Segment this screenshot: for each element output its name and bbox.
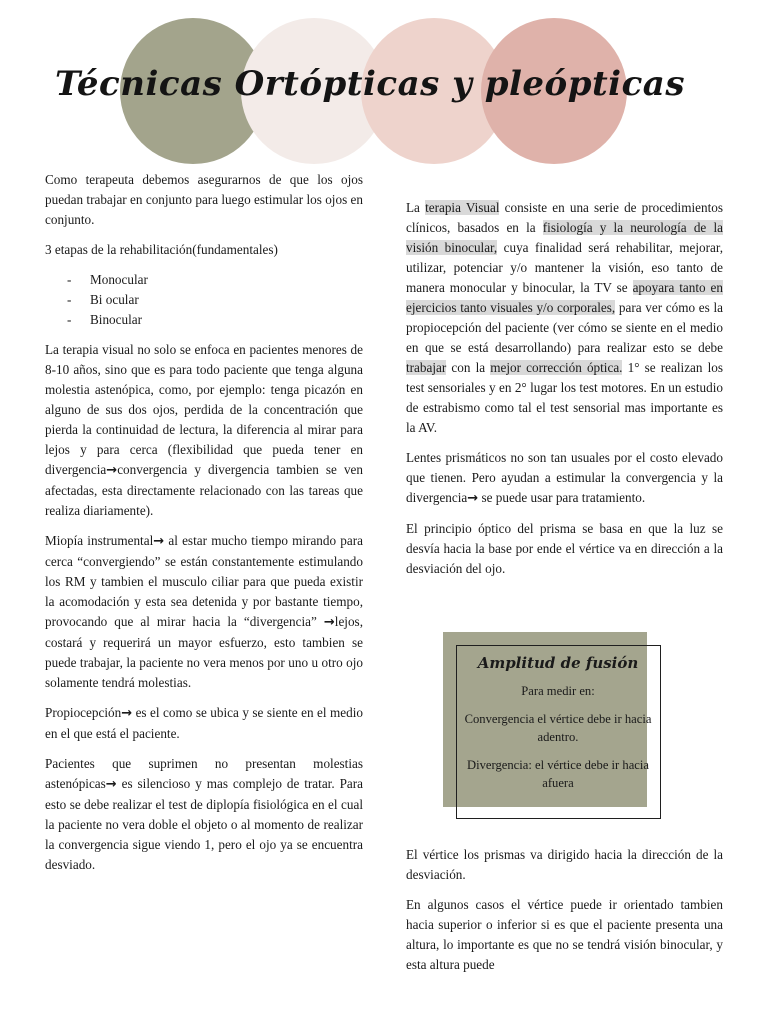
arrow-right-icon: → — [106, 463, 118, 478]
text-segment: es silencioso y mas complejo de tratar. Para esto se debe realizar el test de diplopía fisiológica en el cual la paciente no vera doble el objeto o al momento de realizar la convergencia sigue viendo 1, pero el ojo ya se encuentra desviado. — [45, 776, 363, 872]
intro-paragraph: Como terapeuta debemos asegurarnos de que los ojos puedan trabajar en conjunto para luego estimular los ojos en conjunto. — [45, 172, 363, 227]
text-segment: cuya finalidad será rehabilitar, mejorar, utilizar, potenciar y/o mantener la visión, eso tanto de manera monocular y binocular, la TV se — [406, 240, 724, 295]
terapia-visual-paragraph — [45, 340, 363, 521]
highlighted-text: terapia Visual — [425, 200, 500, 215]
highlighted-text: trabajar — [406, 360, 447, 375]
fusion-box-line: Para medir en: — [521, 684, 595, 698]
text-segment: Propiocepción — [45, 705, 122, 720]
principio-optico-paragraph: El principio óptico del prisma se basa en que la luz se desvía hacia la base por ende el vértice va en dirección a la desviación del ojo. — [406, 521, 723, 576]
page-title: Técnicas Ortópticas y pleópticas — [55, 64, 685, 104]
text-segment: Lentes prismáticos no son tan usuales por el costo elevado que tienen. Pero ayudan a estimular la convergencia y la divergencia — [406, 450, 723, 505]
arrow-right-icon: → — [121, 706, 133, 721]
fusion-box — [456, 650, 660, 802]
suprimen-paragraph — [45, 754, 363, 875]
text-segment: con la — [446, 360, 491, 375]
fusion-box-title: Amplitud de fusión — [477, 654, 639, 672]
text-segment: para ver cómo es la propiocepción del paciente (ver cómo se siente en el medio en que se está desarrollando) para realizar esto se debe — [406, 300, 723, 355]
text-segment: convergencia y divergencia tambien se ven afectadas, esta directamente relacionado con las tareas que realiza diariamente). — [45, 462, 363, 518]
arrow-right-icon: → — [153, 534, 165, 549]
list-item: - Binocular — [45, 310, 363, 330]
terapia-definition-paragraph — [406, 198, 723, 438]
stages-heading: 3 etapas de la rehabilitación(fundamentales) — [45, 242, 278, 257]
text-segment: al estar mucho tiempo mirando para cerca “convergiendo” se están constantemente estimulando los RM y tambien el musculo ciliar para que pueda existir la acomodación y esta sea detenida y por bastante tiempo, provocando que al mirar hacia la “divergencia” — [45, 533, 363, 629]
arrow-right-icon: → — [323, 615, 335, 630]
miopia-paragraph — [45, 531, 363, 693]
right-column-bottom — [406, 845, 723, 985]
fusion-box-line: Convergencia el vértice debe ir hacia adentro. — [464, 712, 652, 744]
list-item: - Monocular — [45, 270, 363, 290]
list-item: - Bi ocular — [45, 290, 363, 310]
altura-paragraph: En algunos casos el vértice puede ir orientado tambien hacia superior o inferior si es que el paciente presenta una altura, lo importante es que no se tendrá visión binocular, y esta altura puede — [406, 897, 723, 972]
stages-list — [45, 270, 363, 330]
text-segment: 1° se realizan los test sensoriales y en 2° lugar los test motores. En un estudio de estrabismo como tal el test sensorial mas importante es la AV. — [406, 360, 724, 435]
highlighted-text: apoyara tanto en ejercicios tanto visuales y/o corporales, — [406, 280, 723, 315]
vertice-paragraph: El vértice los prismas va dirigido hacia la dirección de la desviación. — [406, 847, 723, 882]
text-segment: Pacientes que suprimen no presentan molestias astenópicas — [45, 756, 363, 791]
text-segment: es el como se ubica y se siente en el medio en el que está el paciente. — [45, 705, 363, 741]
highlighted-text: mejor corrección óptica. — [490, 360, 623, 375]
propiocepcion-paragraph — [45, 703, 363, 744]
lentes-prismaticos-paragraph — [406, 448, 723, 509]
text-segment: La terapia visual no solo se enfoca en pacientes menores de 8-10 años, sino que es para todo paciente que tenga alguna molestia astenópica, como, por ejemplo: tenga picazón en alguno de sus dos ojos, perdida de la concentración que pierda la continuidad de lectura, la diferencia al mirar para lejos y para cerca (flexibilidad que pueda tener en divergencia — [45, 342, 363, 477]
arrow-right-icon: → — [467, 491, 479, 506]
text-segment: lejos, costará y requerirá un mayor esfuerzo, esto tambien se puede trabajar, la paciente no vera menos por uno u otro ojo solamente tendrá molestias. — [45, 614, 363, 690]
header-banner — [0, 0, 768, 170]
text-segment: se puede usar para tratamiento. — [478, 490, 646, 505]
text-segment: La — [406, 200, 426, 215]
fusion-box-line: Divergencia: el vértice debe ir hacia afuera — [467, 758, 649, 790]
right-column — [406, 198, 723, 589]
text-segment: consiste en una serie de procedimientos clínicos, basados en la — [406, 200, 723, 235]
arrow-right-icon: → — [105, 777, 117, 792]
highlighted-text: fisiología y la neurología de la visión binocular, — [406, 220, 723, 255]
left-column — [45, 170, 363, 885]
text-segment: Miopía instrumental — [45, 533, 154, 548]
